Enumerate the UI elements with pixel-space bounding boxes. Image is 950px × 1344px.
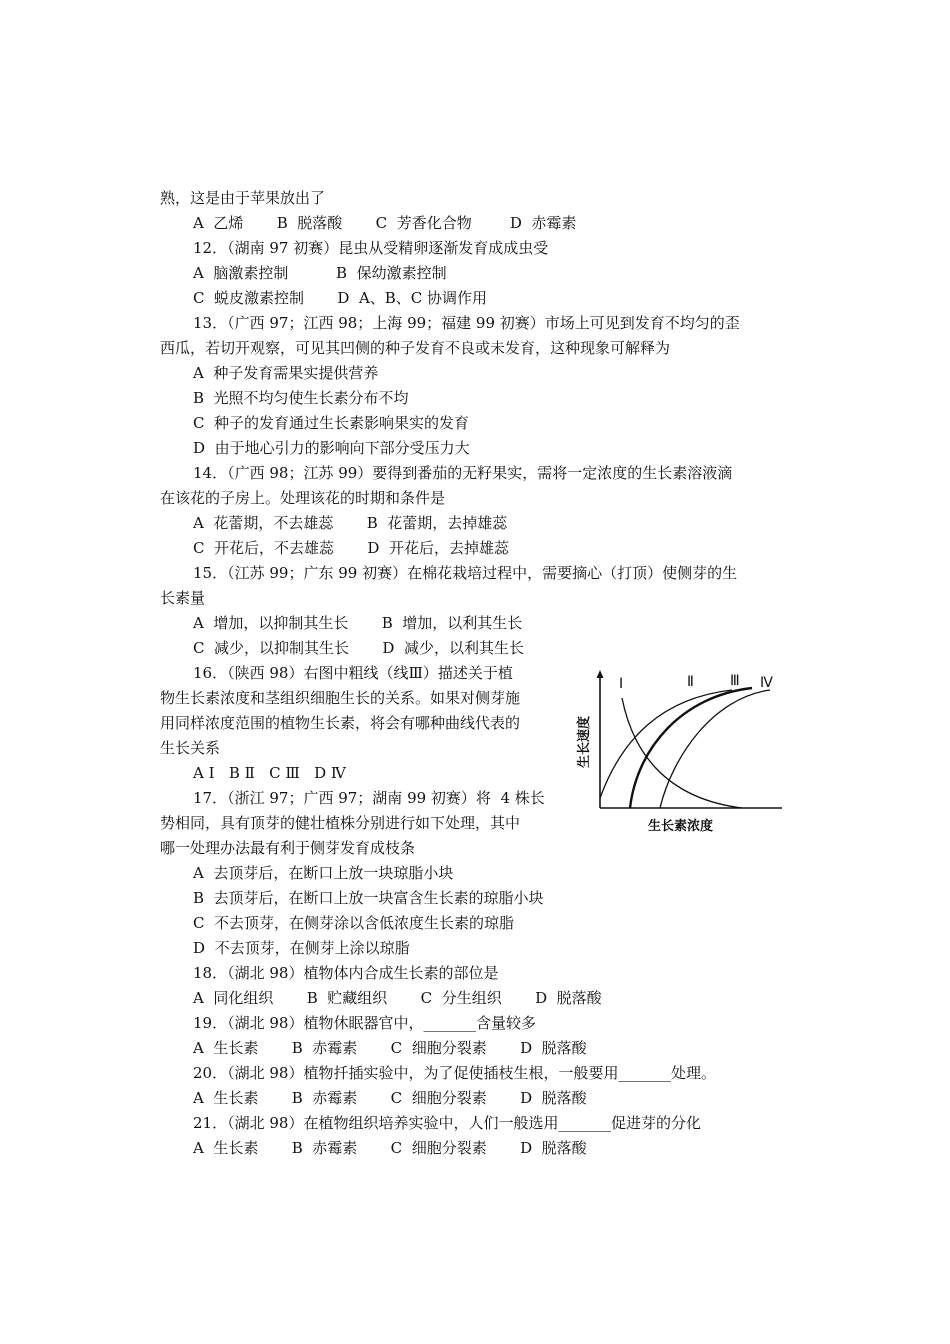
text-line: A 种子发育需果实提供营养 [193, 364, 379, 382]
curve-ii [600, 690, 732, 798]
text-line: A 生长素 B 赤霉素 C 细胞分裂素 D 脱落酸 [193, 1139, 587, 1157]
growth-curve-figure [577, 668, 792, 848]
text-line: 14．（广西 98；江苏 99）要得到番茄的无籽果实，需将一定浓度的生长素溶液滴 [193, 464, 733, 482]
text-line: B 光照不均匀使生长素分布不均 [193, 389, 409, 407]
text-line: 哪一处理办法最有利于侧芽发育成枝条 [160, 839, 416, 857]
text-line: B 去顶芽后，在断口上放一块富含生长素的琼脂小块 [193, 889, 544, 907]
text-line: 15．（江苏 99；广东 99 初赛）在棉花栽培过程中，需要摘心（打顶）使侧芽的生 [193, 564, 738, 582]
text-line: 势相同，具有顶芽的健壮植株分别进行如下处理，其中 [160, 814, 521, 832]
y-axis-arrow [597, 670, 604, 678]
text-line: D 由于地心引力的影响向下部分受压力大 [193, 439, 470, 457]
text-line: 长素量 [160, 589, 206, 607]
text-line: 生长关系 [160, 739, 221, 757]
text-line: A 花蕾期，不去雄蕊 B 花蕾期，去掉雄蕊 [193, 514, 508, 532]
text-line: C 不去顶芽，在侧芽涂以含低浓度生长素的琼脂 [193, 914, 515, 932]
curve-iii [630, 688, 752, 808]
text-line: 19．（湖北 98）植物休眠器官中，_______含量较多 [193, 1014, 536, 1032]
text-line: 18．（湖北 98）植物体内合成生长素的部位是 [193, 964, 499, 982]
x-axis-label: 生长素浓度 [648, 819, 714, 834]
text-line: 熟，这是由于苹果放出了 [160, 189, 326, 207]
text-line: A 生长素 B 赤霉素 C 细胞分裂素 D 脱落酸 [193, 1039, 587, 1057]
text-line: C 减少，以抑制其生长 D 减少，以利其生长 [193, 639, 524, 657]
text-line: A 同化组织 B 贮藏组织 C 分生组织 D 脱落酸 [193, 989, 602, 1007]
text-line: A 乙烯 B 脱落酸 C 芳香化合物 D 赤霉素 [193, 214, 577, 232]
text-line: D 不去顶芽，在侧芽上涂以琼脂 [193, 939, 410, 957]
figure-svg [577, 668, 792, 848]
text-line: 20．（湖北 98）植物扦插实验中，为了促使插枝生根，一般要用_______处理。 [193, 1064, 716, 1082]
text-line: C 蜕皮激素控制 D A、B、C 协调作用 [193, 289, 488, 307]
curve-label-iv: Ⅳ [760, 675, 773, 691]
text-line: 西瓜，若切开观察，可见其凹侧的种子发育不良或未发育，这种现象可解释为 [160, 339, 671, 357]
text-line: 17．（浙江 97；广西 97；湖南 99 初赛）将 4 株长 [193, 789, 545, 807]
text-line: 16．（陕西 98）右图中粗线（线Ⅲ）描述关于植 [193, 664, 513, 682]
text-line: 在该花的子房上。处理该花的时期和条件是 [160, 489, 446, 507]
text-line: C 种子的发育通过生长素影响果实的发育 [193, 414, 470, 432]
text-line: 13．（广西 97；江西 98；上海 99；福建 99 初赛）市场上可见到发育不均匀的歪 [193, 314, 740, 332]
text-line: 物生长素浓度和茎组织细胞生长的关系。如果对侧芽施 [160, 689, 521, 707]
text-line: C 开花后，不去雄蕊 D 开花后，去掉雄蕊 [193, 539, 509, 557]
text-line: A Ⅰ B Ⅱ C Ⅲ D Ⅳ [193, 764, 346, 782]
text-line: 用同样浓度范围的植物生长素，将会有哪种曲线代表的 [160, 714, 521, 732]
text-line: A 脑激素控制 B 保幼激素控制 [193, 264, 447, 282]
curve-label-i: Ⅰ [619, 676, 624, 692]
text-line: A 增加，以抑制其生长 B 增加，以利其生长 [193, 614, 523, 632]
text-line: A 去顶芽后，在断口上放一块琼脂小块 [193, 864, 454, 882]
curve-iv [660, 690, 770, 808]
text-line: 12．（湖南 97 初赛）昆虫从受精卵逐渐发育成成虫受 [193, 239, 549, 257]
curve-label-ii: Ⅱ [687, 674, 694, 690]
curve-label-iii: Ⅲ [730, 673, 740, 689]
text-line: 21．（湖北 98）在植物组织培养实验中，人们一般选用_______促进芽的分化 [193, 1114, 701, 1132]
y-axis-label: 生长速度 [577, 715, 592, 768]
text-line: A 生长素 B 赤霉素 C 细胞分裂素 D 脱落酸 [193, 1089, 587, 1107]
